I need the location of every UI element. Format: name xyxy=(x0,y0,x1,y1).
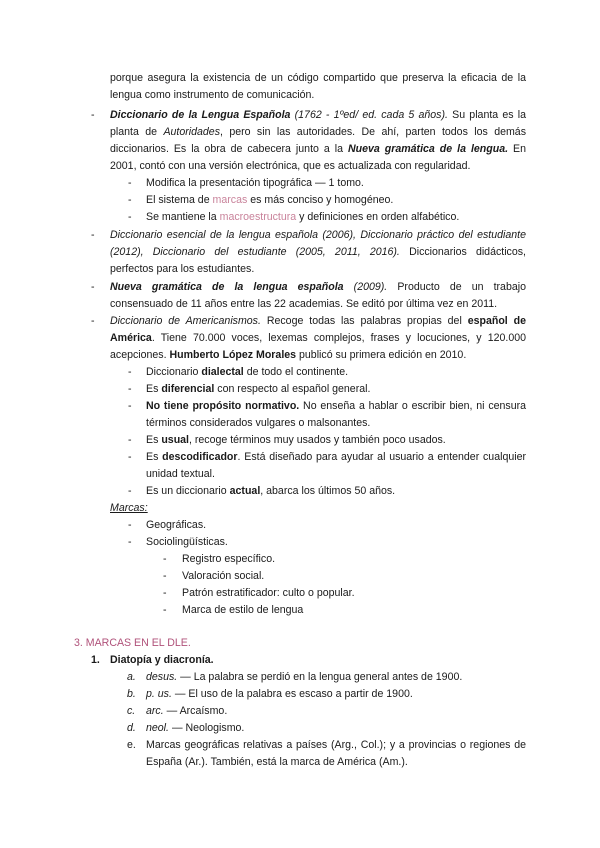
bullet-dash: - xyxy=(128,536,132,548)
text-line: Valoración social. xyxy=(182,570,265,582)
text-line: Es un diccionario actual, abarca los últimos 50 años. xyxy=(146,485,396,497)
text-line: Patrón estratificador: culto o popular. xyxy=(182,587,355,599)
text-line: Modifica la presentación tipográfica — 1 tomo. xyxy=(146,177,364,189)
text-line: Marca de estilo de lengua xyxy=(182,604,304,616)
list-letter: b. xyxy=(127,688,136,700)
text-line: planta de Autoridades, pero sin las autoridades. De ahí, parten todos los demás xyxy=(110,126,526,138)
text-line: Marcas geográficas relativas a países (Arg., Col.); y a provincias o regiones de xyxy=(146,739,526,751)
text-line: Diccionario dialectal de todo el continente. xyxy=(146,366,349,378)
bullet-dash: - xyxy=(128,366,132,378)
bullet-dash: - xyxy=(163,553,167,565)
text-line: España (Ar.). También, está la marca de América (Am.). xyxy=(146,756,408,768)
bullet-dash: - xyxy=(91,315,95,327)
text-line: Nueva gramática de la lengua española (2009). Producto de un trabajo xyxy=(110,281,526,293)
bullet-dash: - xyxy=(128,194,132,206)
text-line: Es descodificador. Está diseñado para ayudar al usuario a entender cualquier xyxy=(146,451,527,463)
text-line: lengua como instrumento de comunicación. xyxy=(110,89,315,101)
bullet-dash: - xyxy=(128,177,132,189)
bullet-dash: - xyxy=(163,604,167,616)
bullet-dash: - xyxy=(128,383,132,395)
text-line: No tiene propósito normativo. No enseña a hablar o escribir bien, ni censura xyxy=(146,400,527,412)
list-letter: e. xyxy=(127,739,136,751)
list-number: 1. xyxy=(91,654,100,666)
bullet-dash: - xyxy=(128,211,132,223)
text-line: términos considerados vulgares o malsonantes. xyxy=(146,417,371,429)
text-line: p. us. — El uso de la palabra es escaso a partir de 1900. xyxy=(146,688,413,700)
text-line: acepciones. Humberto López Morales publicó su primera edición en 2010. xyxy=(110,349,467,361)
list-letter: a. xyxy=(127,671,136,683)
text-line: desus. — La palabra se perdió en la lengua general antes de 1900. xyxy=(146,671,463,683)
text-line: perfectos para los estudiantes. xyxy=(110,263,255,275)
text-line: Es diferencial con respecto al español general. xyxy=(146,383,371,395)
text-line: Se mantiene la macroestructura y definiciones en orden alfabético. xyxy=(146,211,460,223)
text-line: diccionarios. Es la obra de cabecera junto a la Nueva gramática de la lengua. En xyxy=(110,143,526,155)
text-line: Diccionario de Americanismos. Recoge todas las palabras propias del español de xyxy=(110,315,527,327)
list-letter: d. xyxy=(127,722,136,734)
text-line: Geográficas. xyxy=(146,519,207,531)
bullet-dash: - xyxy=(91,281,95,293)
marcas-label: Marcas: xyxy=(110,502,148,514)
text-line: porque asegura la existencia de un código compartido que preserva la eficacia de la xyxy=(110,72,526,84)
subsection-title: Diatopía y diacronía. xyxy=(110,654,214,666)
text-line: El sistema de marcas es más conciso y homogéneo. xyxy=(146,194,394,206)
text-line: Sociolingüísticas. xyxy=(146,536,228,548)
bullet-dash: - xyxy=(128,451,132,463)
section-heading: 3. MARCAS EN EL DLE. xyxy=(74,637,191,649)
bullet-dash: - xyxy=(163,587,167,599)
bullet-dash: - xyxy=(128,434,132,446)
bullet-dash: - xyxy=(163,570,167,582)
text-line: Diccionario esencial de la lengua española (2006), Diccionario práctico del estudiante xyxy=(110,229,526,241)
text-line: neol. — Neologismo. xyxy=(146,722,245,734)
text-line: arc. — Arcaísmo. xyxy=(146,705,228,717)
list-letter: c. xyxy=(127,705,136,717)
text-line: Registro específico. xyxy=(182,553,276,565)
text-line: Es usual, recoge términos muy usados y también poco usados. xyxy=(146,434,446,446)
text-line: América. Tiene 70.000 voces, lexemas complejos, frases y locuciones, y 120.000 xyxy=(110,332,526,344)
text-line: unidad textual. xyxy=(146,468,215,480)
bullet-dash: - xyxy=(91,109,95,121)
bullet-dash: - xyxy=(128,485,132,497)
text-line: (2012), Diccionario del estudiante (2005, 2011, 2016). Diccionarios didácticos, xyxy=(110,246,526,258)
bullet-dash: - xyxy=(128,400,132,412)
text-line: Diccionario de la Lengua Española (1762 - 1ºed/ ed. cada 5 años). Su planta es la xyxy=(110,109,526,121)
bullet-dash: - xyxy=(128,519,132,531)
bullet-dash: - xyxy=(91,229,95,241)
text-line: consensuado de 11 años entre las 22 academias. Se editó por última vez en 2011. xyxy=(110,298,498,310)
text-line: 2001, contó con una versión electrónica, que es actualizada con regularidad. xyxy=(110,160,471,172)
